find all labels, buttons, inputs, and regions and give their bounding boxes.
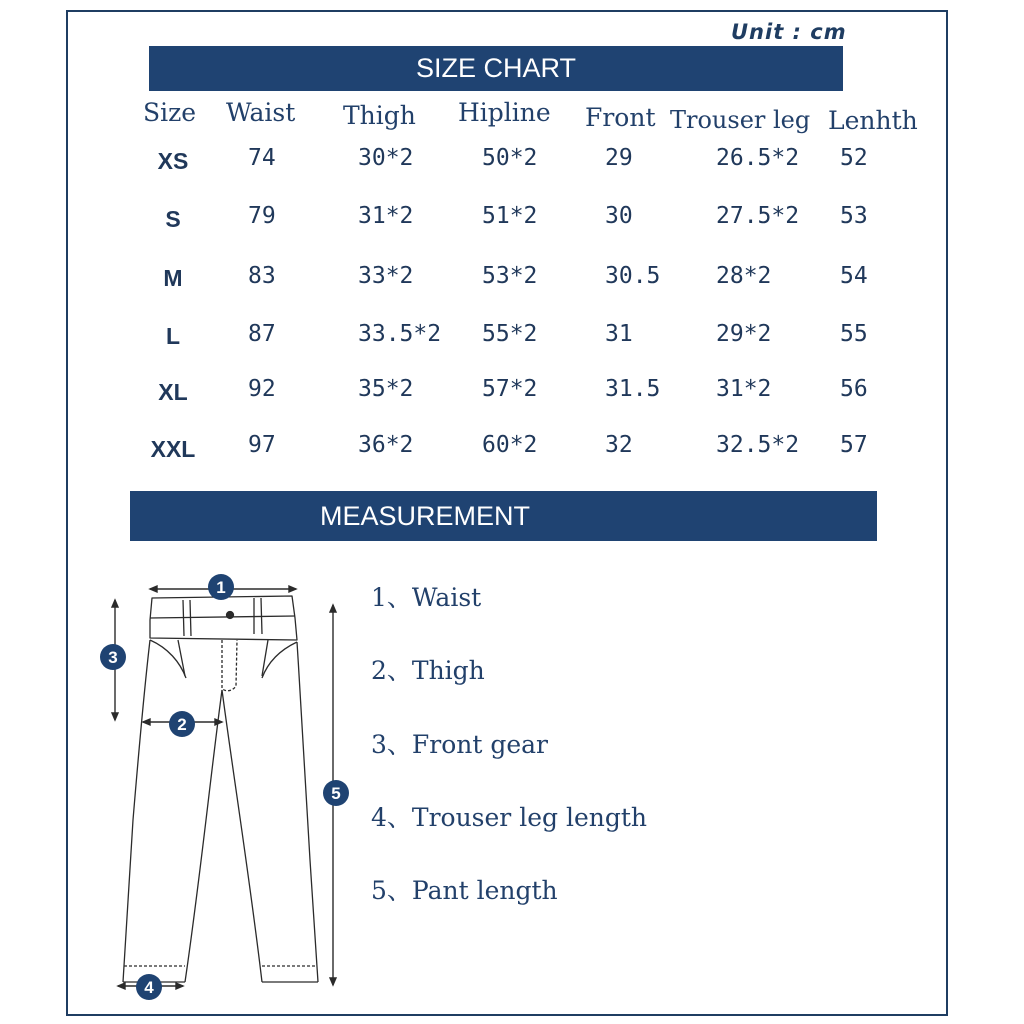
table-cell: 33.5*2 [358, 321, 442, 347]
legend-item-trouser-leg-length: 4、Trouser leg length [371, 803, 647, 832]
size-xs: XS [157, 148, 189, 174]
size-l: L [165, 323, 181, 349]
legend-item-pant-length: 5、Pant length [371, 876, 558, 905]
badge-3 [100, 644, 126, 670]
size-chart-banner [149, 46, 843, 91]
header-size: Size [143, 98, 197, 127]
header-length: Lenhth [828, 106, 918, 135]
header-trouser-leg: Trouser leg [670, 106, 811, 134]
table-cell: 30 [605, 203, 633, 229]
size-m: M [163, 265, 183, 291]
svg-text:1: 1 [216, 578, 226, 597]
table-cell: 31*2 [716, 376, 772, 402]
table-cell: 53*2 [482, 263, 538, 289]
measurement-title: MEASUREMENT [320, 500, 531, 531]
table-cell: 35*2 [358, 376, 414, 402]
svg-text:4: 4 [144, 978, 154, 997]
table-cell: 27.5*2 [716, 203, 800, 229]
table-cell: 31.5 [605, 376, 661, 402]
table-cell: 31 [605, 321, 633, 347]
table-cell: 55 [840, 321, 868, 347]
table-cell: 57*2 [482, 376, 538, 402]
size-xl: XL [158, 379, 188, 405]
header-front: Front [585, 103, 656, 132]
table-cell: 83 [248, 263, 276, 289]
table-cell: 97 [248, 432, 276, 458]
legend-item-front-gear: 3、Front gear [371, 730, 549, 759]
legend-item-waist: 1、Waist [371, 583, 482, 612]
table-cell: 52 [840, 145, 868, 171]
table-cell: 32 [605, 432, 633, 458]
table-cell: 26.5*2 [716, 145, 800, 171]
table-cell: 29 [605, 145, 633, 171]
table-cell: 87 [248, 321, 276, 347]
badge-1 [208, 574, 234, 600]
table-cell: 30.5 [605, 263, 661, 289]
header-waist: Waist [226, 98, 296, 127]
unit-label: Unit : cm [731, 20, 847, 44]
badge-5 [323, 780, 349, 806]
table-cell: 36*2 [358, 432, 414, 458]
size-s: S [165, 206, 181, 232]
table-cell: 33*2 [358, 263, 414, 289]
size-chart-title: SIZE CHART [415, 53, 577, 83]
table-cell: 51*2 [482, 203, 538, 229]
legend-item-thigh: 2、Thigh [371, 656, 485, 685]
header-hipline: Hipline [458, 98, 551, 127]
table-cell: 55*2 [482, 321, 538, 347]
table-cell: 50*2 [482, 145, 538, 171]
table-cell: 79 [248, 203, 276, 229]
table-cell: 92 [248, 376, 276, 402]
badge-4 [136, 974, 162, 1000]
table-cell: 56 [840, 376, 868, 402]
table-cell: 31*2 [358, 203, 414, 229]
measurement-banner [130, 491, 877, 541]
pants-diagram [95, 565, 365, 1005]
table-cell: 74 [248, 145, 276, 171]
svg-text:3: 3 [108, 648, 118, 667]
size-xxl: XXL [150, 436, 196, 462]
table-cell: 60*2 [482, 432, 538, 458]
badge-2 [169, 711, 195, 737]
header-thigh: Thigh [343, 101, 416, 130]
table-cell: 54 [840, 263, 868, 289]
table-cell: 53 [840, 203, 868, 229]
table-cell: 28*2 [716, 263, 772, 289]
svg-text:2: 2 [177, 715, 187, 734]
table-cell: 29*2 [716, 321, 772, 347]
svg-text:5: 5 [331, 784, 341, 803]
table-cell: 57 [840, 432, 868, 458]
table-cell: 32.5*2 [716, 432, 800, 458]
table-cell: 30*2 [358, 145, 414, 171]
